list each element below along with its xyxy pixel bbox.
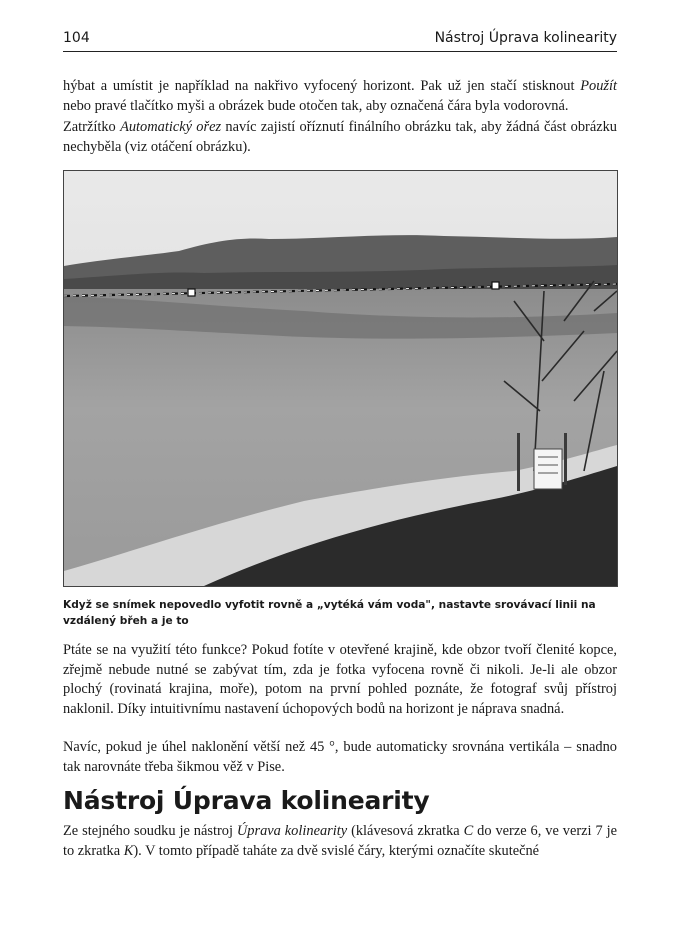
paragraph-section-1	[63, 822, 617, 861]
sign-post-left	[517, 433, 520, 491]
figure-caption: Když se snímek nepovedlo vyfotit rovně a „vytéká vám voda", nastavte srovávací linii na vzdálený břeh a je to	[63, 599, 596, 627]
paragraph-intro-1	[63, 77, 617, 116]
text: do verze 6, ve verzi 7 je to zkratka	[63, 823, 617, 859]
paragraph-intro-2	[63, 118, 617, 157]
paragraph-body-2: Navíc, pokud je úhel naklonění větší než 45 °, bude automaticky srovnána vertikála – snadno tak narovnáte třeba šikmou věž v Pise.	[63, 739, 617, 775]
running-title: Nástroj Úprava kolinearity	[434, 30, 617, 46]
text: navíc zajistí oříznutí finálního obrázku tak, aby žádná část obrázku nechyběla (viz otáčení obrázku).	[63, 119, 618, 155]
lake-photo	[64, 171, 617, 586]
page-header	[63, 27, 617, 52]
emphasis-pouzit: Použít	[580, 78, 617, 94]
text: hýbat a umístit je například na nakřivo vyfocený horizont. Pak už jen stačí stisknout	[63, 78, 581, 94]
text: nebo pravé tlačítko myši a obrázek bude otočen tak, aby označená čára byla vodorovná.	[63, 97, 569, 114]
lake-photo-figure	[63, 170, 618, 587]
paragraph-body-1: Ptáte se na využití této funkce? Pokud fotíte v otevřené krajině, kde obzor tvoří členité kopce, zřejmě nebude nutné se zabývat tím, zda je fotka vyfocena rovně či nikoli. Je-li ale obzor plochý (rovinatá krajina, moře), potom na první pohled poznáte, že fotograf svůj přístroj naklonil. Díky intuitivnímu nastavení úchopových bodů na horizont je náprava snadná.	[63, 642, 617, 717]
alignment-handle-right	[492, 282, 499, 289]
text: Ze stejného soudku je nástroj	[63, 823, 237, 839]
alignment-handle-left	[188, 289, 195, 296]
text: (klávesová zkratka	[347, 823, 464, 839]
sign-board	[534, 449, 562, 489]
emphasis-tool-name: Úprava kolinearity	[236, 823, 348, 839]
text: ). V tomto případě taháte za dvě svislé čáry, kterými označíte skutečné	[133, 842, 540, 859]
emphasis-key-c: C	[463, 823, 474, 839]
section-heading: Nástroj Úprava kolinearity	[63, 786, 430, 815]
emphasis-key-k: K	[123, 842, 134, 859]
page-number: 104	[63, 30, 90, 46]
emphasis-automaticky-orez: Automatický ořez	[120, 119, 222, 135]
text: Zatržítko	[63, 119, 121, 135]
sign-post-right	[564, 433, 567, 485]
